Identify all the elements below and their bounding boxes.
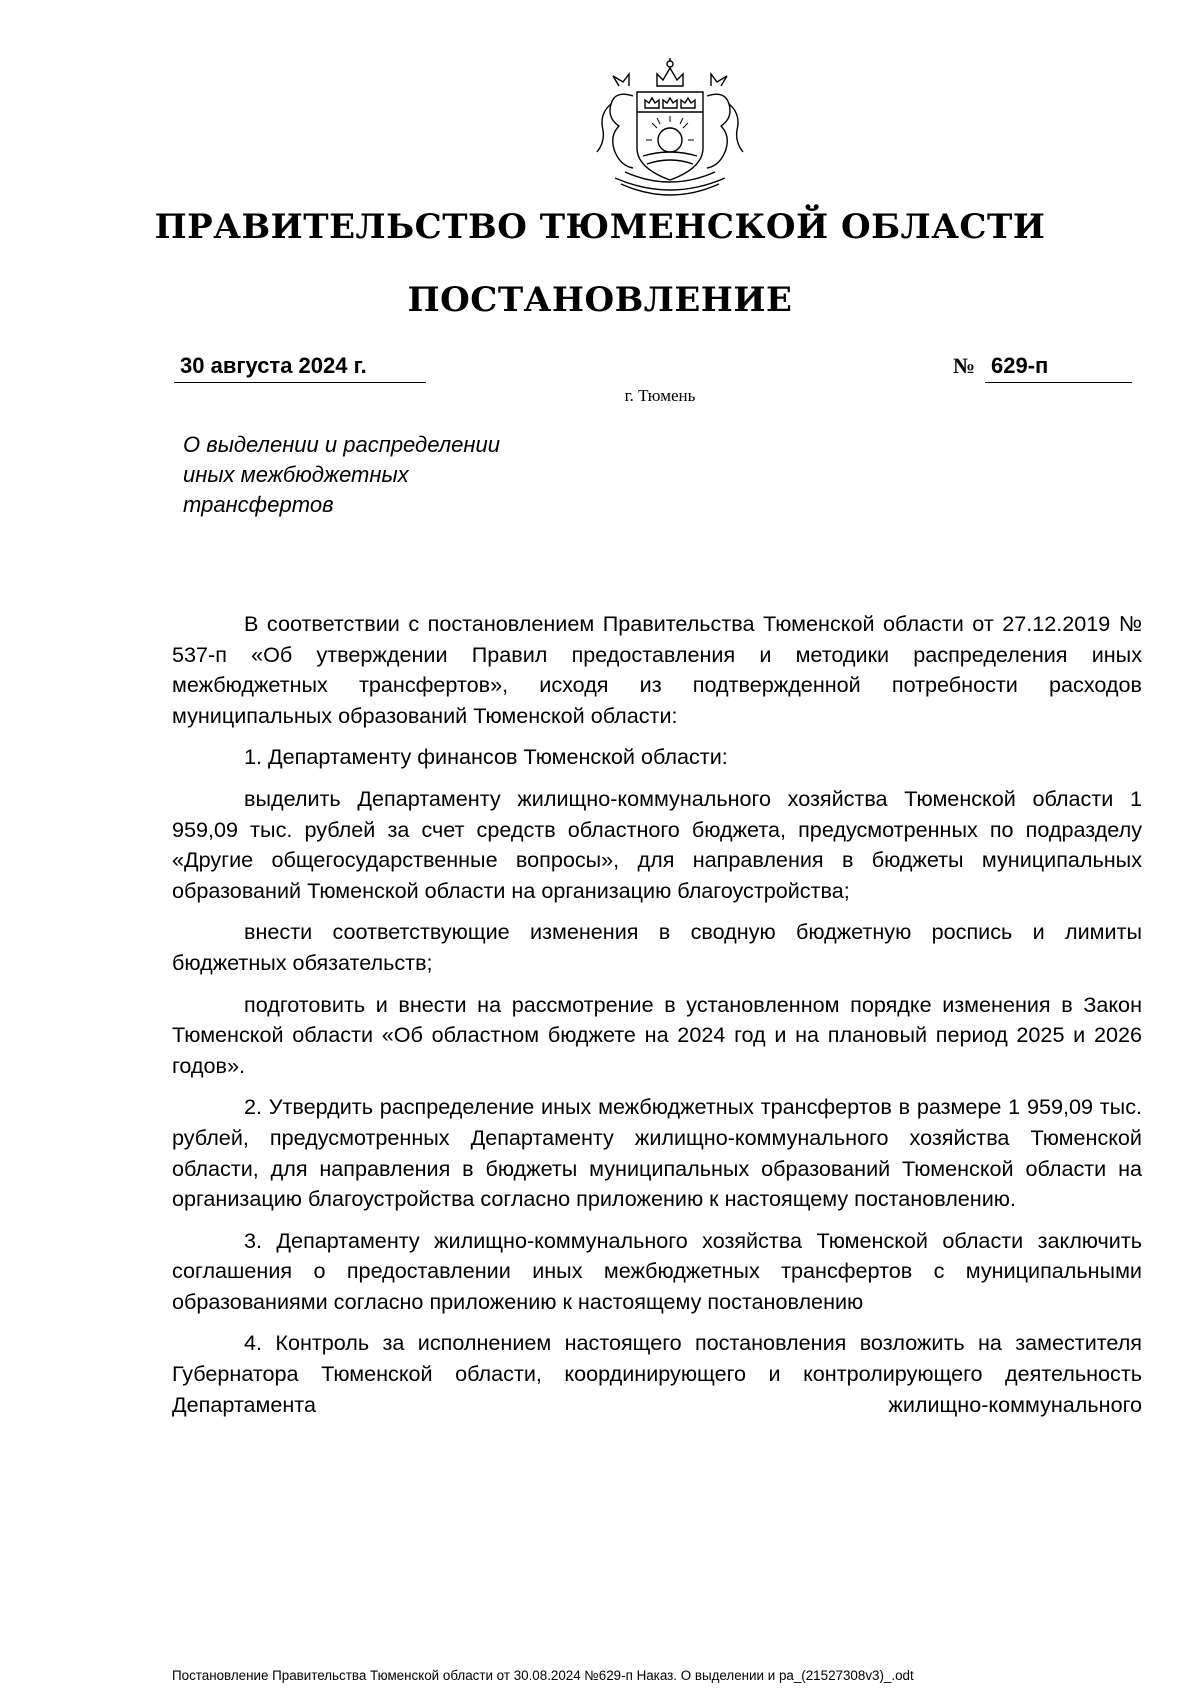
body-paragraph: 3. Департаменту жилищно-коммунального хозяйства Тюменской области заключить соглашения о предоставлении иных межбюджетных трансфертов с муниципальными образованиями согласно приложению к настоящему постановлению (172, 1227, 1142, 1314)
number-sign: № (953, 353, 976, 378)
body-paragraph: выделить Департаменту жилищно-коммунального хозяйства Тюменской области 1 959,09 тыс. рублей за счет средств областного бюджета, предусмотренных по подразделу «Другие общегосударственные вопросы», для направления в бюджеты муниципальных образований Тюменской области на организацию благоустройства; (172, 785, 1142, 903)
body-paragraph: В соответствии с постановлением Правительства Тюменской области от 27.12.2019 № 537-п «Об утверждении Правил предоставления и методики распределения иных межбюджетных трансфертов», исходя из подтвержденной потребности расходов муниципальных образований Тюменской области: (172, 611, 1142, 728)
document-type: ПОСТАНОВЛЕНИЕ (407, 280, 793, 320)
document-subject (183, 430, 603, 520)
body-paragraph: 2. Утвердить распределение иных межбюджетных трансфертов в размере 1 959,09 тыс. рублей, предусмотренных Департаменту жилищно-коммунального хозяйства Тюменской области, для направления в бюджеты муниципальных образований Тюменской области на организацию благоустройства согласно приложению к настоящему постановлению. (172, 1094, 1142, 1212)
body-paragraph: внести соответствующие изменения в сводную бюджетную роспись и лимиты бюджетных обязательств; (172, 919, 1142, 975)
subject-line: иных межбюджетных (183, 462, 409, 487)
document-body (172, 609, 1142, 1431)
subject-line: О выделении и распределении (183, 432, 500, 457)
document-number: 629-п (985, 353, 1132, 383)
body-paragraph: 1. Департаменту финансов Тюменской области: (244, 744, 728, 770)
coat-of-arms-icon (585, 56, 755, 202)
document-date: 30 августа 2024 г. (174, 353, 426, 383)
document-city: г. Тюмень (624, 386, 696, 405)
body-paragraph: 4. Контроль за исполнением настоящего постановления возложить на заместителя Губернатора Тюменской области, координирующего и контролирующего деятельность Департамента жилищно-коммунального (172, 1330, 1142, 1417)
government-title: ПРАВИТЕЛЬСТВО ТЮМЕНСКОЙ ОБЛАСТИ (154, 207, 1046, 247)
body-paragraph: подготовить и внести на рассмотрение в установленном порядке изменения в Закон Тюменской области «Об областном бюджете на 2024 год и на плановый период 2025 и 2026 годов». (172, 991, 1142, 1078)
document-footer: Постановление Правительства Тюменской области от 30.08.2024 №629-п Наказ. О выделении и ра_(21527308v3)_.odt (172, 1668, 914, 1683)
subject-line: трансфертов (183, 492, 334, 517)
